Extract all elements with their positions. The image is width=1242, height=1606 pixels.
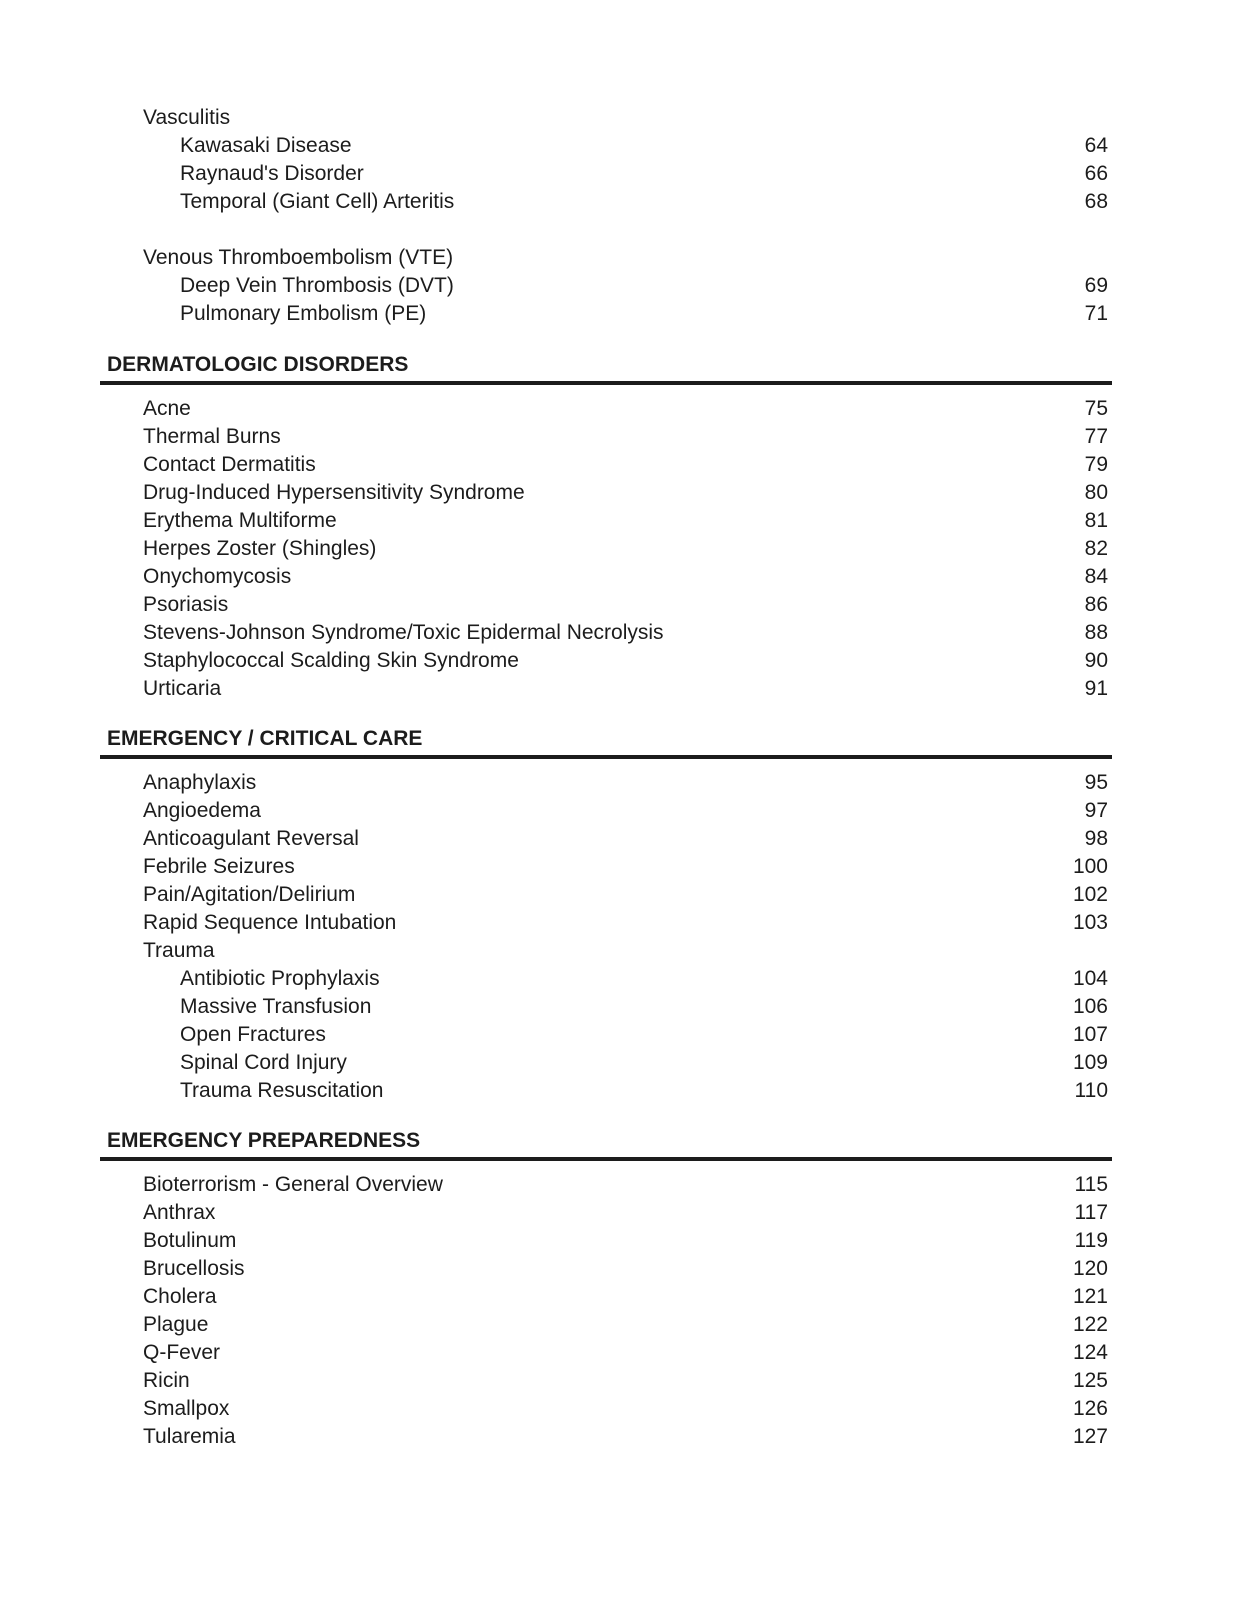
toc-entry-title: Psoriasis bbox=[143, 593, 229, 616]
toc-subentry bbox=[0, 160, 1242, 188]
toc-entry-title: Acne bbox=[143, 397, 191, 420]
toc-entry-title: Ricin bbox=[143, 1369, 190, 1392]
toc-page-number: 64 bbox=[1084, 134, 1108, 157]
toc-entry-title: Anticoagulant Reversal bbox=[143, 827, 359, 850]
toc-entry-title: Q-Fever bbox=[143, 1341, 221, 1364]
toc-page-number: 79 bbox=[1084, 453, 1108, 476]
toc-page-number: 68 bbox=[1084, 190, 1108, 213]
toc-entry bbox=[0, 395, 1242, 423]
toc-entry bbox=[0, 797, 1242, 825]
toc-entry bbox=[0, 1395, 1242, 1423]
toc-page-number: 122 bbox=[1072, 1313, 1108, 1336]
toc-entry bbox=[0, 563, 1242, 591]
toc-page-number: 86 bbox=[1084, 593, 1108, 616]
toc-entry-title: Urticaria bbox=[143, 677, 222, 700]
toc-entry-title: Stevens-Johnson Syndrome/Toxic Epidermal Necrolysis bbox=[143, 621, 664, 644]
toc-entry-title: Plague bbox=[143, 1313, 209, 1336]
toc-entry bbox=[0, 675, 1242, 703]
toc-entry-title: Staphylococcal Scalding Skin Syndrome bbox=[143, 649, 519, 672]
section-heading-title: EMERGENCY / CRITICAL CARE bbox=[107, 727, 423, 750]
toc-entry-title: Anthrax bbox=[143, 1201, 216, 1224]
toc-page-number: 80 bbox=[1084, 481, 1108, 504]
toc-entry-title: Spinal Cord Injury bbox=[180, 1051, 347, 1074]
toc-entry-title: Pulmonary Embolism (PE) bbox=[180, 302, 427, 325]
toc-entry-title: Antibiotic Prophylaxis bbox=[180, 967, 380, 990]
toc-entry-title: Cholera bbox=[143, 1285, 217, 1308]
toc-entry bbox=[0, 1283, 1242, 1311]
toc-page-number: 88 bbox=[1084, 621, 1108, 644]
toc-page-number: 66 bbox=[1084, 162, 1108, 185]
toc-entry-title: Venous Thromboembolism (VTE) bbox=[143, 246, 454, 269]
toc-entry bbox=[0, 647, 1242, 675]
toc-entry bbox=[0, 451, 1242, 479]
toc-entry-title: Smallpox bbox=[143, 1397, 230, 1420]
toc-entry bbox=[0, 909, 1242, 937]
toc-page-number: 126 bbox=[1072, 1397, 1108, 1420]
toc-entry-title: Botulinum bbox=[143, 1229, 237, 1252]
toc-subentry bbox=[0, 1049, 1242, 1077]
toc-page-number: 84 bbox=[1084, 565, 1108, 588]
toc-entry-title: Temporal (Giant Cell) Arteritis bbox=[180, 190, 455, 213]
toc-entry bbox=[0, 825, 1242, 853]
toc-entry-title: Contact Dermatitis bbox=[143, 453, 316, 476]
toc-entry-title: Trauma bbox=[143, 939, 215, 962]
toc-entry bbox=[0, 1339, 1242, 1367]
toc-entry-title: Tularemia bbox=[143, 1425, 236, 1448]
toc-subentry bbox=[0, 993, 1242, 1021]
toc-page-number: 97 bbox=[1084, 799, 1108, 822]
toc-page-number: 77 bbox=[1084, 425, 1108, 448]
toc-page-number: 119 bbox=[1074, 1229, 1108, 1252]
toc-entry bbox=[0, 423, 1242, 451]
toc-subentry bbox=[0, 272, 1242, 300]
toc-entry-title: Brucellosis bbox=[143, 1257, 245, 1280]
toc-subentry bbox=[0, 1077, 1242, 1105]
toc-page-number: 102 bbox=[1072, 883, 1108, 906]
toc-entry bbox=[0, 104, 1242, 132]
toc-entry-title: Trauma Resuscitation bbox=[180, 1079, 384, 1102]
toc-page-number: 125 bbox=[1072, 1369, 1108, 1392]
section-heading-title: EMERGENCY PREPAREDNESS bbox=[107, 1129, 421, 1152]
toc-entry-title: Kawasaki Disease bbox=[180, 134, 352, 157]
toc-page-number: 115 bbox=[1074, 1173, 1108, 1196]
toc-entry bbox=[0, 619, 1242, 647]
toc-entry-title: Vasculitis bbox=[143, 106, 231, 129]
toc-entry-title: Deep Vein Thrombosis (DVT) bbox=[180, 274, 454, 297]
toc-entry bbox=[0, 244, 1242, 272]
toc-page-number: 121 bbox=[1072, 1285, 1108, 1308]
toc-page-number: 104 bbox=[1072, 967, 1108, 990]
toc-entry bbox=[0, 479, 1242, 507]
toc-page-number: 90 bbox=[1084, 649, 1108, 672]
toc-page-number: 117 bbox=[1074, 1201, 1108, 1224]
toc-page-number: 120 bbox=[1072, 1257, 1108, 1280]
toc-entry bbox=[0, 535, 1242, 563]
toc-entry bbox=[0, 853, 1242, 881]
toc-entry bbox=[0, 507, 1242, 535]
toc-entry bbox=[0, 1255, 1242, 1283]
toc-page-number: 110 bbox=[1074, 1079, 1108, 1102]
toc-entry-title: Pain/Agitation/Delirium bbox=[143, 883, 356, 906]
toc-entry-title: Onychomycosis bbox=[143, 565, 292, 588]
toc-subentry bbox=[0, 965, 1242, 993]
toc-entry-title: Thermal Burns bbox=[143, 425, 281, 448]
toc-entry bbox=[0, 1311, 1242, 1339]
toc-entry bbox=[0, 1171, 1242, 1199]
toc-entry bbox=[0, 1423, 1242, 1451]
toc-subentry bbox=[0, 132, 1242, 160]
toc-page-number: 109 bbox=[1072, 1051, 1108, 1074]
toc-page-number: 124 bbox=[1072, 1341, 1108, 1364]
toc-page-number: 69 bbox=[1084, 274, 1108, 297]
toc-page-number: 75 bbox=[1084, 397, 1108, 420]
toc-page-number: 127 bbox=[1072, 1425, 1108, 1448]
section-heading bbox=[100, 1123, 1112, 1161]
toc-entry-title: Rapid Sequence Intubation bbox=[143, 911, 397, 934]
toc-entry-title: Open Fractures bbox=[180, 1023, 326, 1046]
section-heading bbox=[100, 347, 1112, 385]
toc-entry-title: Massive Transfusion bbox=[180, 995, 372, 1018]
toc-entry bbox=[0, 937, 1242, 965]
toc-page-number: 95 bbox=[1084, 771, 1108, 794]
toc-entry-title: Herpes Zoster (Shingles) bbox=[143, 537, 377, 560]
toc-page-number: 71 bbox=[1084, 302, 1108, 325]
toc-page-number: 103 bbox=[1072, 911, 1108, 934]
toc-page-number: 106 bbox=[1072, 995, 1108, 1018]
toc-entry-title: Febrile Seizures bbox=[143, 855, 295, 878]
toc-page-number: 91 bbox=[1084, 677, 1108, 700]
toc-page-number: 81 bbox=[1084, 509, 1108, 532]
toc-entry bbox=[0, 1199, 1242, 1227]
toc-entry bbox=[0, 591, 1242, 619]
toc-entry bbox=[0, 1367, 1242, 1395]
toc-entry-title: Drug-Induced Hypersensitivity Syndrome bbox=[143, 481, 525, 504]
section-heading bbox=[100, 721, 1112, 759]
toc-entry bbox=[0, 881, 1242, 909]
toc-page-number: 107 bbox=[1072, 1023, 1108, 1046]
toc-subentry bbox=[0, 1021, 1242, 1049]
toc-entry-title: Bioterrorism - General Overview bbox=[143, 1173, 443, 1196]
toc-entry bbox=[0, 769, 1242, 797]
section-heading-title: DERMATOLOGIC DISORDERS bbox=[107, 353, 409, 376]
toc-page-number: 100 bbox=[1072, 855, 1108, 878]
toc-entry-title: Angioedema bbox=[143, 799, 261, 822]
toc-entry bbox=[0, 1227, 1242, 1255]
toc-entry-title: Anaphylaxis bbox=[143, 771, 257, 794]
toc-entry-title: Erythema Multiforme bbox=[143, 509, 337, 532]
toc-entry-title: Raynaud's Disorder bbox=[180, 162, 364, 185]
toc-subentry bbox=[0, 300, 1242, 328]
toc-page-number: 98 bbox=[1084, 827, 1108, 850]
toc-page-number: 82 bbox=[1084, 537, 1108, 560]
toc-subentry bbox=[0, 188, 1242, 216]
